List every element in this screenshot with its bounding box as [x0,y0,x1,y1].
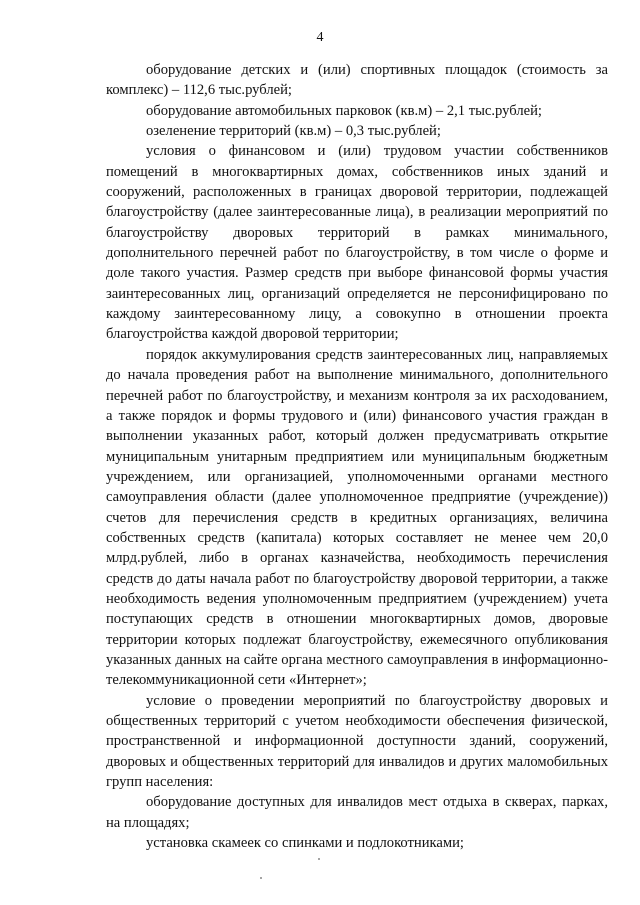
scan-speck [318,858,320,860]
paragraph: условия о финансовом и (или) трудовом участии собственников помещений в многоквартирных домах, собственников иных зданий и сооружений, расположенных в границах дворовой территории, подлежащей благоустройству (далее заинтересованные лица), в реализации мероприятий по благоустройству дворовых территорий в рамках минимального, дополнительного перечней работ по благоустройству, в том числе о форме и доле такого участия. Размер средств при выборе финансовой формы участия заинтересованных лиц, организаций определяется не персонифицировано по каждому заинтересованному лицу, а совокупно в отношении проекта благоустройства каждой дворовой территории; [106,143,608,343]
paragraph: озеленение территорий (кв.м) – 0,3 тыс.рублей; [146,123,441,140]
paragraph: порядок аккумулирования средств заинтересованных лиц, направляемых до начала проведения работ на выполнение минимального, дополнительного перечней работ по благоустройству, и механизм контроля за их расходованием, а также порядок и формы трудового и (или) финансового участия граждан в выполнении указанных работ, который должен предусматривать открытие муниципальным унитарным предприятием или муниципальным бюджетным учреждением, или организацией, уполномоченными органами местного самоуправления области (далее уполномоченное предприятие (учреждение)) счетов для перечисления средств в кредитных организациях, величина собственных средств (капитала) которых составляет не менее чем 20,0 млрд.рублей, либо в органах казначейства, необходимость перечисления средств до даты начала работ по благоустройству дворовой территории, а также необходимость ведения уполномоченным предприятием (учреждением) учета поступающих средств в отношении многоквартирных домов, дворовые территории которых подлежат благоустройству, ежемесячного опубликования указанных данных на сайте органа местного самоуправления в информационно-телекоммуникационной сети «Интернет»; [106,346,608,689]
scan-speck [260,877,262,879]
paragraph: условие о проведении мероприятий по благоустройству дворовых и общественных территорий с учетом необходимости обеспечения физической, пространственной и информационной доступности зданий, сооружений, дворовых и общественных территорий для инвалидов и других маломобильных групп населения: [106,692,608,791]
page-number: 4 [316,30,324,45]
document-body [106,60,608,853]
paragraph: оборудование детских и (или) спортивных площадок (стоимость за комплекс) – 112,6 тыс.рублей; [106,62,608,99]
paragraph: оборудование доступных для инвалидов мест отдыха в скверах, парках, на площадях; [106,794,608,831]
paragraph: установка скамеек со спинками и подлокотниками; [146,835,464,852]
paragraph: оборудование автомобильных парковок (кв.м) – 2,1 тыс.рублей; [146,102,542,119]
